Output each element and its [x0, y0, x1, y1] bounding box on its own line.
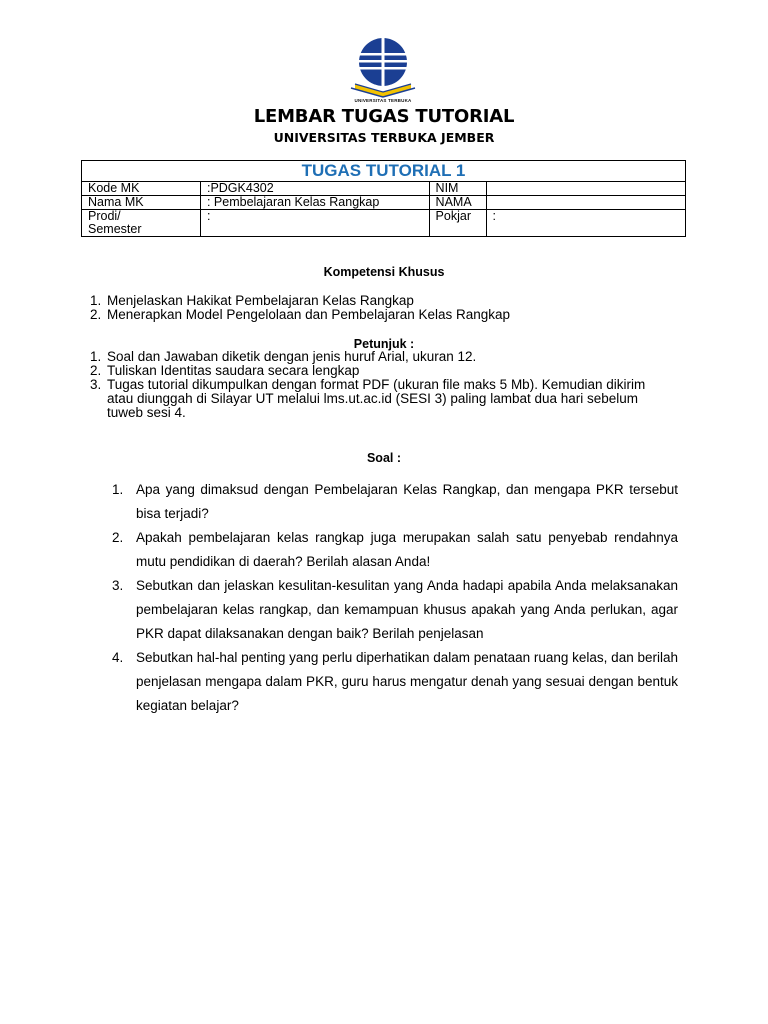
document-subtitle: UNIVERSITAS TERBUKA JEMBER [273, 130, 495, 145]
document-title: LEMBAR TUGAS TUTORIAL [253, 106, 515, 127]
list-item: 4. Sebutkan hal-hal penting yang perlu diperhatikan dalam penataan ruang kelas, dan berilah penjelasan mengapa dalam PKR, guru harus mengatur denah yang sesuai dengan bentuk kegiatan belajar? [112, 650, 678, 713]
list-item: 2. Tuliskan Identitas saudara secara lengkap [90, 363, 360, 378]
soal-title: Soal : [366, 451, 402, 465]
list-item-text: Menjelaskan Hakikat Pembelajaran Kelas Rangkap [107, 293, 414, 308]
cell-label: Kode MK [82, 182, 201, 196]
list-item-text: Soal dan Jawaban diketik dengan jenis huruf Arial, ukuran 12. [107, 349, 477, 364]
logo-text: UNIVERSITAS TERBUKA [354, 98, 412, 103]
cell-value [486, 196, 685, 210]
cell-label: Pokjar [429, 210, 486, 237]
identity-table [81, 160, 686, 237]
list-item: 1. Apa yang dimaksud dengan Pembelajaran Kelas Rangkap, dan mengapa PKR tersebut bisa terjadi? [112, 482, 678, 521]
cell-label: Nama MK [82, 196, 201, 210]
petunjuk-list [90, 350, 670, 420]
list-item-text: Tuliskan Identitas saudara secara lengkap [107, 363, 360, 378]
list-item: 2. Apakah pembelajaran kelas rangkap juga merupakan salah satu penyebab rendahnya mutu pendidikan di daerah? Berilah alasan Anda! [112, 530, 678, 569]
list-item-text: Menerapkan Model Pengelolaan dan Pembelajaran Kelas Rangkap [107, 307, 511, 322]
cell-value [486, 182, 685, 196]
soal-list [112, 478, 678, 718]
list-item-text: Apa yang dimaksud dengan Pembelajaran Kelas Rangkap, dan mengapa PKR tersebut bisa terjadi? [136, 482, 678, 521]
cell-value: : [486, 210, 685, 237]
identity-table-heading: TUGAS TUTORIAL 1 [82, 161, 686, 182]
kompetensi-list [90, 294, 650, 322]
table-row [82, 182, 686, 196]
cell-label: NIM [429, 182, 486, 196]
list-item-text: Sebutkan dan jelaskan kesulitan-kesulitan yang Anda hadapi apabila Anda melaksanakan pembelajaran kelas rangkap, dan kemampuan khusus apakah yang Anda perlukan, agar PKR dapat dilaksanakan dengan baik? Berilah penjelasan [136, 578, 678, 641]
table-row [82, 196, 686, 210]
list-item: 3. Sebutkan dan jelaskan kesulitan-kesulitan yang Anda hadapi apabila Anda melaksanakan pembelajaran kelas rangkap, dan kemampuan khusus apakah yang Anda perlukan, agar PKR dapat dilaksanakan dengan baik? Berilah penjelasan [112, 578, 678, 641]
list-item: 2. Menerapkan Model Pengelolaan dan Pembelajaran Kelas Rangkap [90, 307, 511, 322]
cell-value: : [200, 210, 429, 237]
cell-value: :PDGK4302 [200, 182, 429, 196]
list-item: 1. Menjelaskan Hakikat Pembelajaran Kelas Rangkap [90, 293, 414, 308]
list-item-text: Apakah pembelajaran kelas rangkap juga merupakan salah satu penyebab rendahnya mutu pendidikan di daerah? Berilah alasan Anda! [136, 530, 678, 569]
list-item: 1. Soal dan Jawaban diketik dengan jenis huruf Arial, ukuran 12. [90, 349, 477, 364]
cell-label: NAMA [429, 196, 486, 210]
university-logo [349, 34, 417, 106]
cell-value: : Pembelajaran Kelas Rangkap [200, 196, 429, 210]
cell-label: Prodi/ Semester [82, 210, 201, 237]
kompetensi-title: Kompetensi Khusus [323, 265, 445, 279]
petunjuk-title: Petunjuk : [353, 337, 415, 351]
list-item-text: Sebutkan hal-hal penting yang perlu diperhatikan dalam penataan ruang kelas, dan berilah penjelasan mengapa dalam PKR, guru harus mengatur denah yang sesuai dengan bentuk kegiatan belajar? [136, 650, 678, 713]
list-item-text: Tugas tutorial dikumpulkan dengan format PDF (ukuran file maks 5 Mb). Kemudian dikirim atau diunggah di Silayar UT melalui lms.ut.ac.id (SESI 3) paling lambat dua hari sebelum tuweb sesi 4. [107, 377, 646, 420]
identity-table-heading-row [82, 161, 686, 182]
table-row [82, 210, 686, 237]
list-item: 3. Tugas tutorial dikumpulkan dengan format PDF (ukuran file maks 5 Mb). Kemudian dikirim atau diunggah di Silayar UT melalui lms.ut.ac.id (SESI 3) paling lambat dua hari sebelum tuweb sesi 4. [90, 377, 646, 420]
